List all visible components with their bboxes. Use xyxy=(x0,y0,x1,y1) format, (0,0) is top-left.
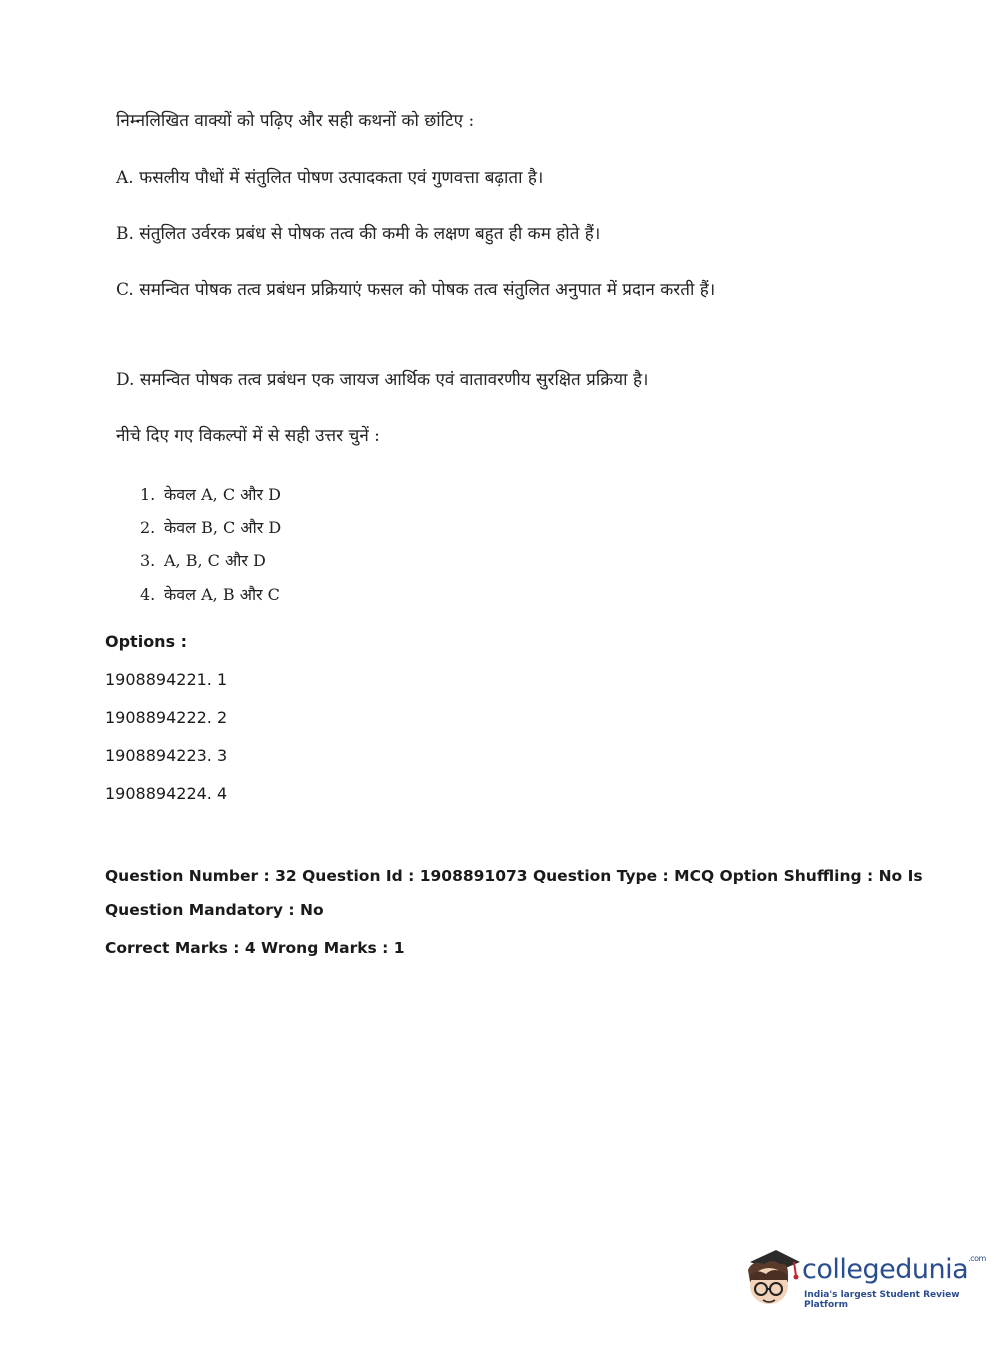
choice-number: 3. xyxy=(140,551,156,570)
question-meta-line2: Question Mandatory : No xyxy=(105,901,324,919)
option-line: 1908894223. 3 xyxy=(105,746,228,765)
options-label: Options : xyxy=(105,632,188,651)
statement-c: C. समन्वित पोषक तत्व प्रबंधन प्रक्रियाएं फसल को पोषक तत्व संतुलित अनुपात में प्रदान करती हैं। xyxy=(116,280,716,300)
mascot-icon xyxy=(742,1248,802,1310)
logo-tagline: India's largest Student Review Platform xyxy=(804,1290,960,1310)
question-instruction: निम्नलिखित वाक्यों को पढ़िए और सही कथनों को छांटिए : xyxy=(116,111,475,131)
logo-suffix: .com xyxy=(968,1254,986,1263)
statement-d: D. समन्वित पोषक तत्व प्रबंधन एक जायज आर्थिक एवं वातावरणीय सुरक्षित प्रक्रिया है। xyxy=(116,370,649,390)
option-line: 1908894222. 2 xyxy=(105,708,228,727)
choice-number: 4. xyxy=(140,585,156,604)
option-line: 1908894224. 4 xyxy=(105,784,228,803)
choice-number: 2. xyxy=(140,518,156,537)
choice-item xyxy=(140,583,280,605)
choice-item xyxy=(140,516,281,538)
question-meta-line1: Question Number : 32 Question Id : 1908891073 Question Type : MCQ Option Shuffling : No Is xyxy=(105,867,923,885)
logo-wordmark xyxy=(802,1254,986,1285)
choice-item xyxy=(140,549,266,571)
choice-text: केवल A, C और D xyxy=(164,485,281,504)
question-prompt: नीचे दिए गए विकल्पों में से सही उत्तर चुनें : xyxy=(116,426,380,446)
choice-text: केवल A, B और C xyxy=(164,585,280,604)
statement-b: B. संतुलित उर्वरक प्रबंध से पोषक तत्व की कमी के लक्षण बहुत ही कम होते हैं। xyxy=(116,224,601,244)
choice-text: A, B, C और D xyxy=(164,551,266,570)
logo-word: collegedunia xyxy=(802,1254,969,1285)
collegedunia-logo xyxy=(742,1248,986,1310)
option-line: 1908894221. 1 xyxy=(105,670,228,689)
statement-a: A. फसलीय पौधों में संतुलित पोषण उत्पादकता एवं गुणवत्ता बढ़ाता है। xyxy=(116,168,544,188)
choice-item xyxy=(140,483,281,505)
question-meta-line3: Correct Marks : 4 Wrong Marks : 1 xyxy=(105,939,405,957)
choice-text: केवल B, C और D xyxy=(164,518,282,537)
choice-number: 1. xyxy=(140,485,156,504)
